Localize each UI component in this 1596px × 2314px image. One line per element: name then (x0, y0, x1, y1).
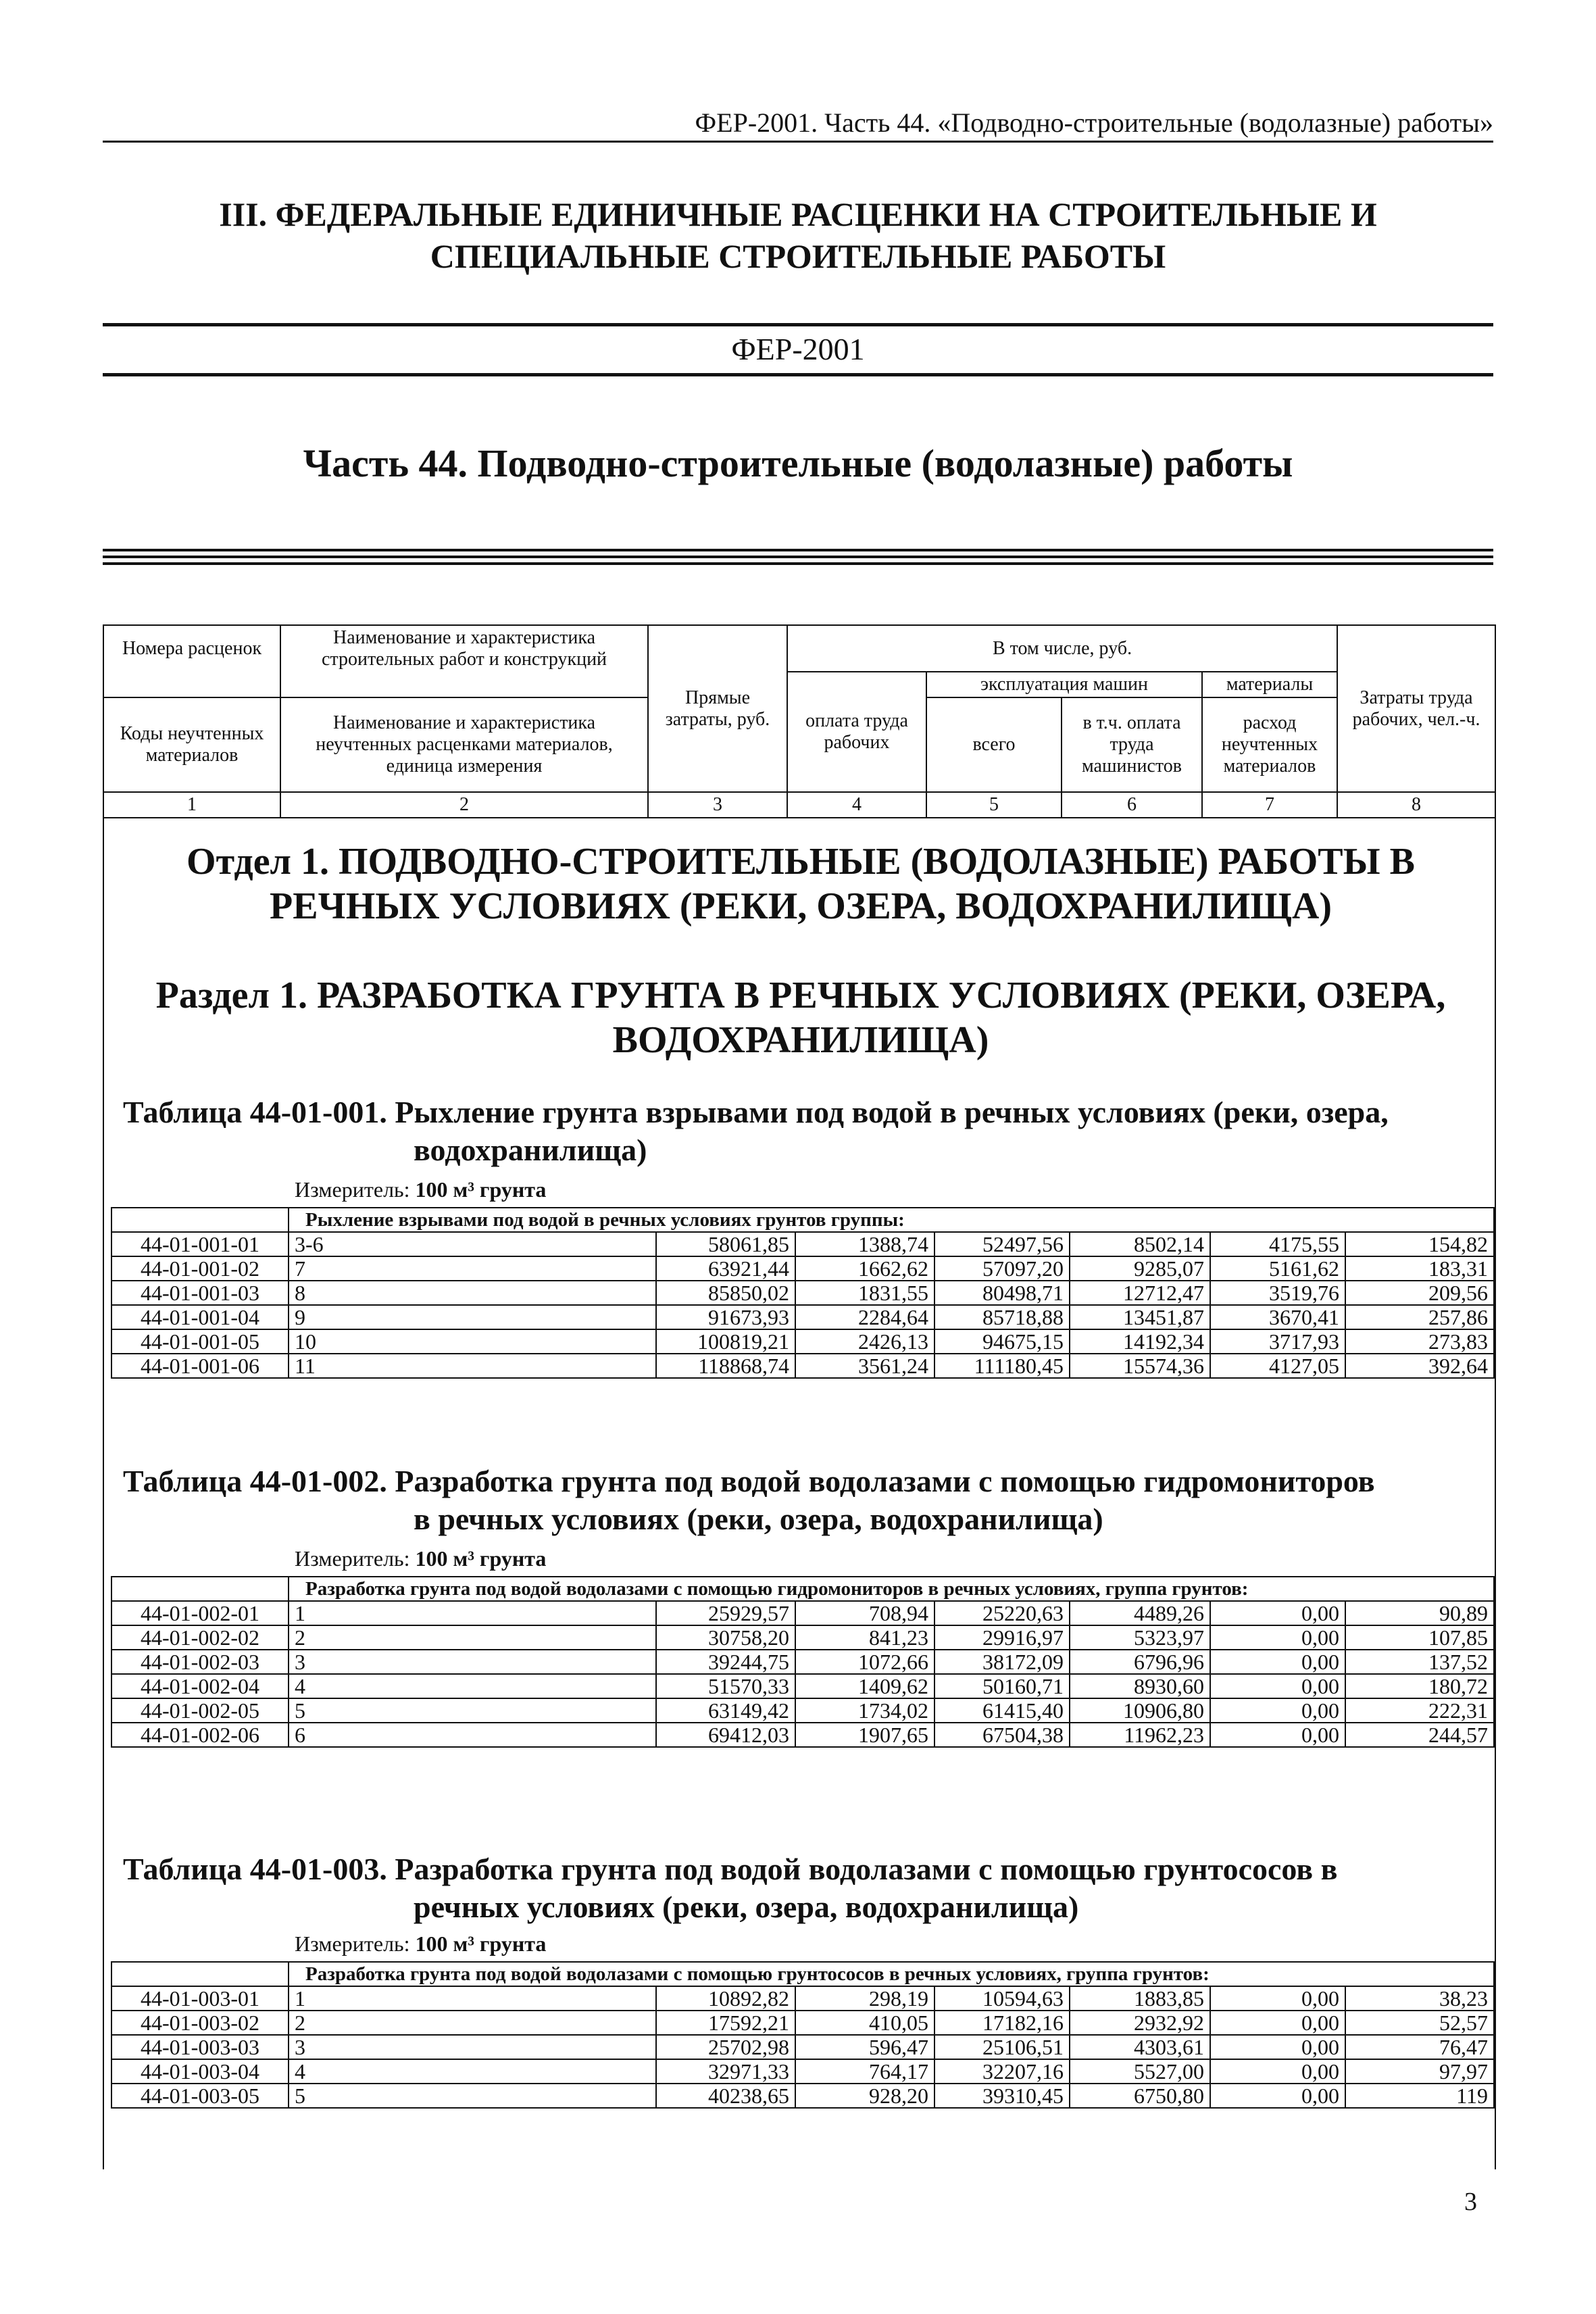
col-number-2: 2 (280, 792, 648, 818)
col-rate-numbers-cont (103, 672, 280, 697)
col-number-3: 3 (648, 792, 787, 818)
collection-name: ФЕР-2001 (731, 332, 865, 366)
chapter-title (103, 193, 1493, 277)
col-work-name-cont (280, 672, 648, 697)
col-labor-costs: Затраты труда рабочих, чел.-ч. (1337, 625, 1495, 792)
table-row: 44-01-001-04 9 91673,93 2284,64 85718,88 13451,87 3670,41 257,86 (111, 1305, 1494, 1329)
col-number-5: 5 (926, 792, 1062, 818)
table-row: 44-01-001-02 7 63921,44 1662,62 57097,20 9285,07 5161,62 183,31 (111, 1256, 1494, 1281)
table-row: 44-01-001-03 8 85850,02 1831,55 80498,71 12712,47 3519,76 209,56 (111, 1281, 1494, 1305)
table-title-44-01-001: Таблица 44-01-001. Рыхление грунта взрывами под водой в речных условиях (реки, озера, водохранилища) (123, 1095, 1389, 1167)
col-material-codes: Коды неучтенных материалов (103, 697, 280, 792)
table-row: 44-01-002-03 3 39244,75 1072,66 38172,09 6796,96 0,00 137,52 (111, 1650, 1494, 1674)
header-rule (103, 141, 1493, 143)
table-caption: Рыхление взрывами под водой в речных условиях грунтов группы: (289, 1208, 1494, 1232)
col-operator-pay: в т.ч. оплата труда машинистов (1062, 697, 1202, 792)
running-header: ФЕР-2001. Часть 44. «Подводно-строительные (водолазные) работы» (695, 107, 1493, 138)
part-rule-1 (103, 549, 1493, 551)
table-row: 44-01-001-05 10 100819,21 2426,13 94675,15 14192,34 3717,93 273,83 (111, 1329, 1494, 1354)
table-row: 44-01-003-03 3 25702,98 596,47 25106,51 4303,61 0,00 76,47 (111, 2035, 1494, 2059)
page-number: 3 (1464, 2188, 1477, 2216)
column-header-table (103, 624, 1496, 818)
col-materials: материалы (1202, 672, 1337, 697)
table-row: 44-01-002-05 5 63149,42 1734,02 61415,40 10906,80 0,00 222,31 (111, 1698, 1494, 1723)
col-rate-numbers: Номера расценок (103, 625, 280, 672)
data-table-44-01-003 (111, 1961, 1495, 2109)
col-work-name: Наименование и характеристика строительных работ и конструкций (280, 625, 648, 672)
table-row: 44-01-002-02 2 30758,20 841,23 29916,97 5323,97 0,00 107,85 (111, 1625, 1494, 1650)
collection-rule-top (103, 323, 1493, 326)
col-number-7: 7 (1202, 792, 1337, 818)
table-row: 44-01-002-06 6 69412,03 1907,65 67504,38 11962,23 0,00 244,57 (111, 1723, 1494, 1747)
table-caption: Разработка грунта под водой водолазами с помощью гидромониторов в речных условиях, группа грунтов: (289, 1577, 1494, 1601)
meter-44-01-002: Измеритель: 100 м³ грунта (295, 1546, 547, 1571)
table-title-44-01-003: Таблица 44-01-003. Разработка грунта под водой водолазами с помощью грунтососов в речных условиях (реки, озера, водохранилища) (123, 1852, 1338, 1924)
chapter-title-line1: III. ФЕДЕРАЛЬНЫЕ ЕДИНИЧНЫЕ РАСЦЕНКИ НА СТРОИТЕЛЬНЫЕ И (219, 195, 1377, 233)
col-number-1: 1 (103, 792, 280, 818)
table-title-44-01-002: Таблица 44-01-002. Разработка грунта под водой водолазами с помощью гидромониторов в речных условиях (реки, озера, водохранилища) (123, 1464, 1375, 1536)
col-number-4: 4 (787, 792, 926, 818)
col-direct-costs: Прямые затраты, руб. (648, 625, 787, 792)
col-material-name: Наименование и характеристика неучтенных расценками материалов, единица измерения (280, 697, 648, 792)
meter-44-01-001: Измеритель: 100 м³ грунта (295, 1177, 547, 1202)
data-table-44-01-001 (111, 1207, 1495, 1379)
collection-rule-bottom (103, 373, 1493, 376)
department-title: Отдел 1. ПОДВОДНО-СТРОИТЕЛЬНЫЕ (ВОДОЛАЗНЫЕ) РАБОТЫ В РЕЧНЫХ УСЛОВИЯХ (РЕКИ, ОЗЕРА, ВОДОХРАНИЛИЩА) (186, 841, 1415, 927)
col-worker-pay: оплата труда рабочих (787, 672, 926, 792)
data-table-44-01-002 (111, 1576, 1495, 1748)
part-rule-2 (103, 556, 1493, 558)
table-row: 44-01-001-01 3-6 58061,85 1388,74 52497,56 8502,14 4175,55 154,82 (111, 1232, 1494, 1256)
table-row: 44-01-002-01 1 25929,57 708,94 25220,63 4489,26 0,00 90,89 (111, 1601, 1494, 1625)
col-number-8: 8 (1337, 792, 1495, 818)
table-row: 44-01-003-04 4 32971,33 764,17 32207,16 5527,00 0,00 97,97 (111, 2059, 1494, 2084)
col-machines: эксплуатация машин (926, 672, 1202, 697)
col-material-use: расход неучтенных материалов (1202, 697, 1337, 792)
table-row: 44-01-003-01 1 10892,82 298,19 10594,63 1883,85 0,00 38,23 (111, 1986, 1494, 2011)
col-machines-total: всего (926, 697, 1062, 792)
part-rule-3 (103, 562, 1493, 565)
part-title: Часть 44. Подводно-строительные (водолазные) работы (303, 441, 1293, 485)
table-row: 44-01-003-05 5 40238,65 928,20 39310,45 6750,80 0,00 119 (111, 2084, 1494, 2108)
table-caption: Разработка грунта под водой водолазами с помощью грунтососов в речных условиях, группа грунтов: (289, 1962, 1494, 1986)
table-row: 44-01-002-04 4 51570,33 1409,62 50160,71 8930,60 0,00 180,72 (111, 1674, 1494, 1698)
table-row: 44-01-001-06 11 118868,74 3561,24 111180,45 15574,36 4127,05 392,64 (111, 1354, 1494, 1378)
col-number-6: 6 (1062, 792, 1202, 818)
table-row: 44-01-003-02 2 17592,21 410,05 17182,16 2932,92 0,00 52,57 (111, 2011, 1494, 2035)
chapter-title-line2: СПЕЦИАЛЬНЫЕ СТРОИТЕЛЬНЫЕ РАБОТЫ (430, 237, 1166, 275)
section-title: Раздел 1. РАЗРАБОТКА ГРУНТА В РЕЧНЫХ УСЛОВИЯХ (РЕКИ, ОЗЕРА, ВОДОХРАНИЛИЩА) (155, 975, 1446, 1061)
meter-44-01-003: Измеритель: 100 м³ грунта (295, 1931, 547, 1956)
col-including: В том числе, руб. (787, 625, 1337, 672)
